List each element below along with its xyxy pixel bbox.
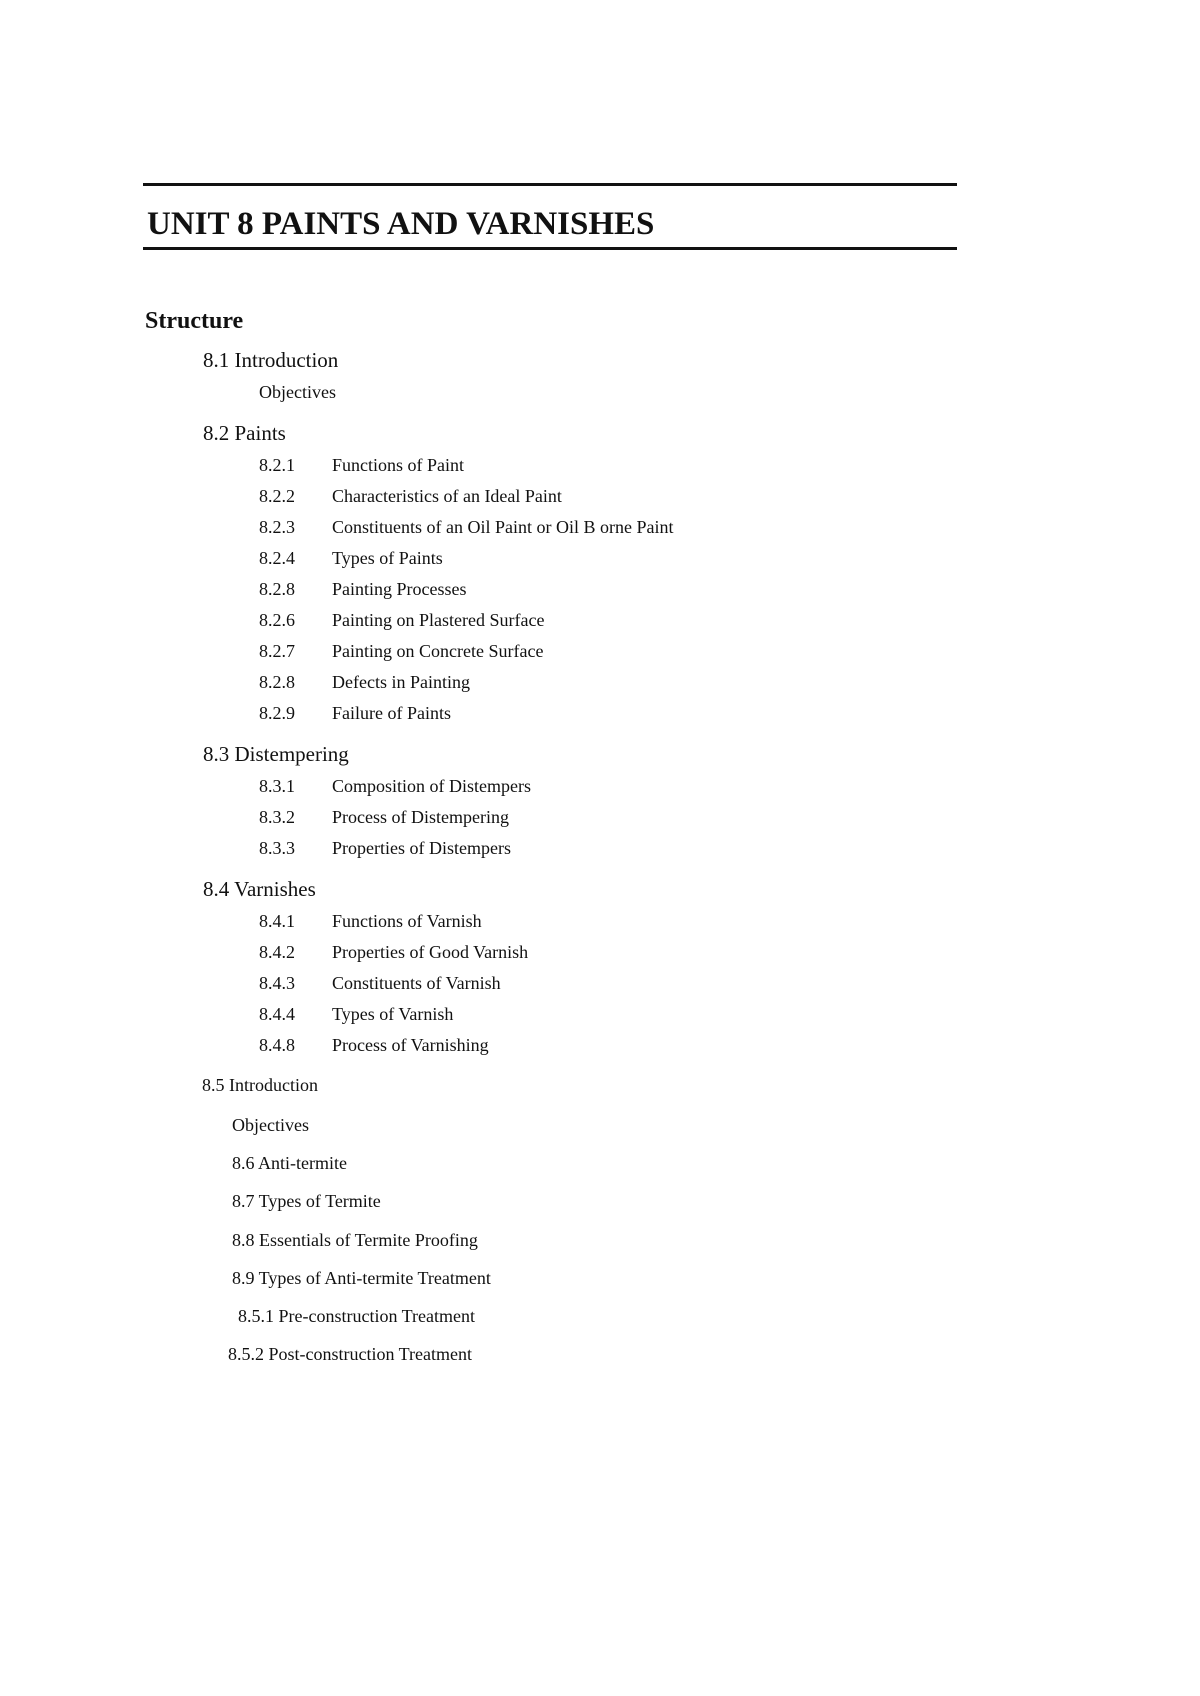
unit-title: UNIT 8 PAINTS AND VARNISHES: [147, 206, 655, 242]
toc-item: [259, 1032, 489, 1058]
toc-section-8-3: 8.3 Distempering: [203, 742, 349, 766]
toc-item-title: Painting on Concrete Surface: [332, 641, 544, 661]
toc-item-title: Constituents of Varnish: [332, 973, 501, 993]
toc-item-number: 8.2.3: [259, 517, 295, 537]
toc-item-title: Types of Paints: [332, 548, 443, 568]
toc-item: [259, 483, 562, 509]
toc-objectives-8-5: Objectives: [232, 1115, 309, 1135]
toc-item: [259, 939, 528, 965]
toc-item-number: 8.2.2: [259, 486, 295, 506]
toc-item-number: 8.4.3: [259, 973, 295, 993]
toc-item-number: 8.4.2: [259, 942, 295, 962]
toc-item-number: 8.3.3: [259, 838, 295, 858]
toc-item-title: Composition of Distempers: [332, 776, 531, 796]
toc-item-title: Painting Processes: [332, 579, 467, 599]
toc-item-number: 8.4.1: [259, 911, 295, 931]
toc-item: [259, 804, 509, 830]
toc-item-title: Properties of Good Varnish: [332, 942, 529, 962]
toc-item: [259, 1001, 453, 1027]
toc-section-8-7: 8.7 Types of Termite: [232, 1191, 381, 1211]
toc-item: [259, 638, 543, 664]
toc-section-8-8: 8.8 Essentials of Termite Proofing: [232, 1230, 478, 1250]
toc-section-8-4: 8.4 Varnishes: [203, 877, 316, 901]
toc-item-number: 8.2.7: [259, 641, 295, 661]
toc-item: [259, 908, 482, 934]
toc-section-8-5-1: 8.5.1 Pre-construction Treatment: [238, 1306, 475, 1326]
toc-item-number: 8.3.2: [259, 807, 295, 827]
toc-item: [259, 773, 531, 799]
toc-section-8-6: 8.6 Anti-termite: [232, 1153, 347, 1173]
toc-item-title: Types of Varnish: [332, 1004, 454, 1024]
toc-item-number: 8.3.1: [259, 776, 295, 796]
toc-item-title: Process of Distempering: [332, 807, 509, 827]
toc-section-8-9: 8.9 Types of Anti-termite Treatment: [232, 1268, 491, 1288]
toc-item: [259, 576, 467, 602]
toc-item-title: Painting on Plastered Surface: [332, 610, 545, 630]
toc-item-number: 8.2.6: [259, 610, 295, 630]
toc-item-number: 8.4.4: [259, 1004, 295, 1024]
toc-section-8-2: 8.2 Paints: [203, 421, 286, 445]
title-top-rule: [143, 183, 957, 186]
toc-item-number: 8.4.8: [259, 1035, 295, 1055]
toc-item: [259, 970, 501, 996]
toc-objectives-8-1: Objectives: [259, 382, 336, 402]
toc-item: [259, 452, 464, 478]
toc-item-number: 8.2.4: [259, 548, 295, 568]
toc-section-8-1: 8.1 Introduction: [203, 348, 339, 372]
toc-item: [259, 607, 544, 633]
toc-item-number: 8.2.1: [259, 455, 295, 475]
title-bottom-rule: [143, 247, 957, 250]
toc-item-title: Constituents of an Oil Paint or Oil B orne Paint: [332, 517, 674, 537]
toc-item-title: Process of Varnishing: [332, 1035, 489, 1055]
toc-item: [259, 669, 470, 695]
toc-item-number: 8.2.8: [259, 579, 295, 599]
toc-item: [259, 700, 451, 726]
toc-item-title: Functions of Varnish: [332, 911, 482, 931]
toc-item-title: Failure of Paints: [332, 703, 451, 723]
toc-item-title: Properties of Distempers: [332, 838, 511, 858]
toc-item: [259, 514, 673, 540]
toc-item: [259, 835, 511, 861]
toc-item-number: 8.2.9: [259, 703, 295, 723]
toc-item-title: Characteristics of an Ideal Paint: [332, 486, 562, 506]
toc-item-title: Functions of Paint: [332, 455, 465, 475]
toc-item: [259, 545, 443, 571]
toc-section-8-5: 8.5 Introduction: [202, 1075, 318, 1095]
toc-item-title: Defects in Painting: [332, 672, 470, 692]
toc-section-8-5-2: 8.5.2 Post-construction Treatment: [228, 1344, 472, 1364]
structure-heading: Structure: [145, 308, 244, 334]
toc-item-number: 8.2.8: [259, 672, 295, 692]
